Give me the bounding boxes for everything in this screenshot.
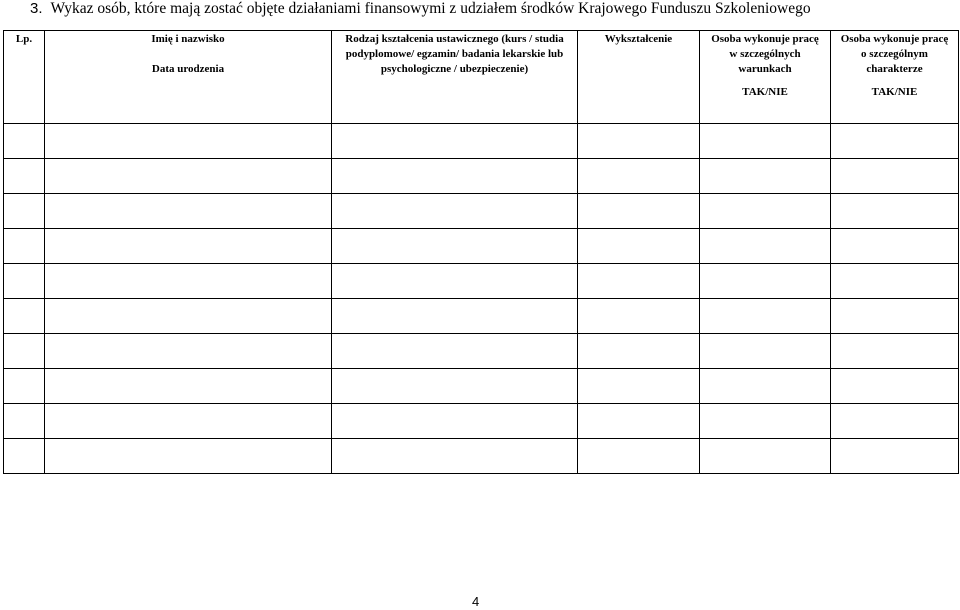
header-name: Imię i nazwisko bbox=[151, 33, 225, 45]
table-cell-char[interactable] bbox=[831, 404, 959, 439]
table-cell-spec[interactable] bbox=[700, 264, 831, 299]
table-cell-lp[interactable] bbox=[4, 404, 45, 439]
table-cell-char[interactable] bbox=[831, 229, 959, 264]
table-cell-edu[interactable] bbox=[578, 439, 700, 474]
table-row bbox=[4, 264, 959, 299]
table-cell-lp[interactable] bbox=[4, 299, 45, 334]
table-cell-spec[interactable] bbox=[700, 299, 831, 334]
table-cell-lp[interactable] bbox=[4, 229, 45, 264]
table-cell-char[interactable] bbox=[831, 194, 959, 229]
persons-table bbox=[3, 30, 959, 474]
table-cell-edu[interactable] bbox=[578, 194, 700, 229]
table-cell-edu[interactable] bbox=[578, 404, 700, 439]
table-cell-type[interactable] bbox=[332, 124, 578, 159]
table-cell-name[interactable] bbox=[45, 404, 332, 439]
table-row bbox=[4, 334, 959, 369]
table-cell-edu[interactable] bbox=[578, 334, 700, 369]
table-cell-type[interactable] bbox=[332, 264, 578, 299]
table-cell-lp[interactable] bbox=[4, 124, 45, 159]
table-cell-lp[interactable] bbox=[4, 194, 45, 229]
table-cell-char[interactable] bbox=[831, 124, 959, 159]
table-cell-spec[interactable] bbox=[700, 159, 831, 194]
table-cell-char[interactable] bbox=[831, 264, 959, 299]
table-cell-type[interactable] bbox=[332, 159, 578, 194]
table-cell-lp[interactable] bbox=[4, 159, 45, 194]
table-cell-name[interactable] bbox=[45, 124, 332, 159]
table-cell-name[interactable] bbox=[45, 334, 332, 369]
table-header-row bbox=[4, 31, 959, 124]
table-cell-edu[interactable] bbox=[578, 124, 700, 159]
table-cell-lp[interactable] bbox=[4, 264, 45, 299]
table-cell-spec[interactable] bbox=[700, 439, 831, 474]
table-row bbox=[4, 439, 959, 474]
table-cell-char[interactable] bbox=[831, 439, 959, 474]
table-cell-type[interactable] bbox=[332, 299, 578, 334]
header-special-conditions-label: Osoba wykonuje pracę w szczególnych warunkach bbox=[711, 33, 819, 75]
page-number: 4 bbox=[472, 594, 480, 609]
table-cell-spec[interactable] bbox=[700, 194, 831, 229]
section-title: Wykaz osób, które mają zostać objęte działaniami finansowymi z udziałem środków Krajowego Funduszu Szkoleniowego bbox=[50, 0, 811, 17]
table-cell-name[interactable] bbox=[45, 229, 332, 264]
table-row bbox=[4, 159, 959, 194]
table-cell-type[interactable] bbox=[332, 229, 578, 264]
table-cell-type[interactable] bbox=[332, 439, 578, 474]
header-special-character bbox=[831, 31, 959, 124]
header-special-character-answer: TAK/NIE bbox=[871, 86, 918, 98]
table-row bbox=[4, 194, 959, 229]
table-cell-spec[interactable] bbox=[700, 404, 831, 439]
table-cell-name[interactable] bbox=[45, 369, 332, 404]
table-cell-type[interactable] bbox=[332, 334, 578, 369]
header-special-conditions-answer: TAK/NIE bbox=[742, 86, 788, 98]
table-cell-lp[interactable] bbox=[4, 334, 45, 369]
header-lp: Lp. bbox=[4, 31, 45, 124]
table-row bbox=[4, 369, 959, 404]
table-cell-edu[interactable] bbox=[578, 299, 700, 334]
table-row bbox=[4, 229, 959, 264]
table-cell-spec[interactable] bbox=[700, 334, 831, 369]
section-heading bbox=[30, 0, 811, 18]
header-education: Wykształcenie bbox=[578, 31, 700, 124]
table-cell-edu[interactable] bbox=[578, 369, 700, 404]
table-cell-spec[interactable] bbox=[700, 369, 831, 404]
table-cell-name[interactable] bbox=[45, 264, 332, 299]
table-cell-name[interactable] bbox=[45, 439, 332, 474]
table-cell-lp[interactable] bbox=[4, 439, 45, 474]
header-birth-date: Data urodzenia bbox=[151, 63, 225, 75]
table-cell-spec[interactable] bbox=[700, 124, 831, 159]
table-cell-name[interactable] bbox=[45, 299, 332, 334]
table-cell-name[interactable] bbox=[45, 159, 332, 194]
table-row bbox=[4, 299, 959, 334]
header-name-birthdate bbox=[45, 31, 332, 124]
table-cell-type[interactable] bbox=[332, 404, 578, 439]
table-cell-edu[interactable] bbox=[578, 264, 700, 299]
table-row bbox=[4, 124, 959, 159]
header-special-conditions bbox=[700, 31, 831, 124]
table-cell-spec[interactable] bbox=[700, 229, 831, 264]
table-cell-type[interactable] bbox=[332, 369, 578, 404]
table-cell-char[interactable] bbox=[831, 369, 959, 404]
table-cell-type[interactable] bbox=[332, 194, 578, 229]
header-special-character-label: Osoba wykonuje pracę o szczególnym charakterze bbox=[840, 33, 949, 75]
table-cell-char[interactable] bbox=[831, 299, 959, 334]
section-number: 3. bbox=[30, 0, 43, 17]
table-cell-name[interactable] bbox=[45, 194, 332, 229]
table-cell-edu[interactable] bbox=[578, 159, 700, 194]
table-cell-lp[interactable] bbox=[4, 369, 45, 404]
table-cell-edu[interactable] bbox=[578, 229, 700, 264]
header-training-type: Rodzaj kształcenia ustawicznego (kurs / studia podyplomowe/ egzamin/ badania lekarskie lub psychologiczne / ubezpieczenie) bbox=[332, 31, 578, 124]
table-row bbox=[4, 404, 959, 439]
table-cell-char[interactable] bbox=[831, 159, 959, 194]
table-cell-char[interactable] bbox=[831, 334, 959, 369]
